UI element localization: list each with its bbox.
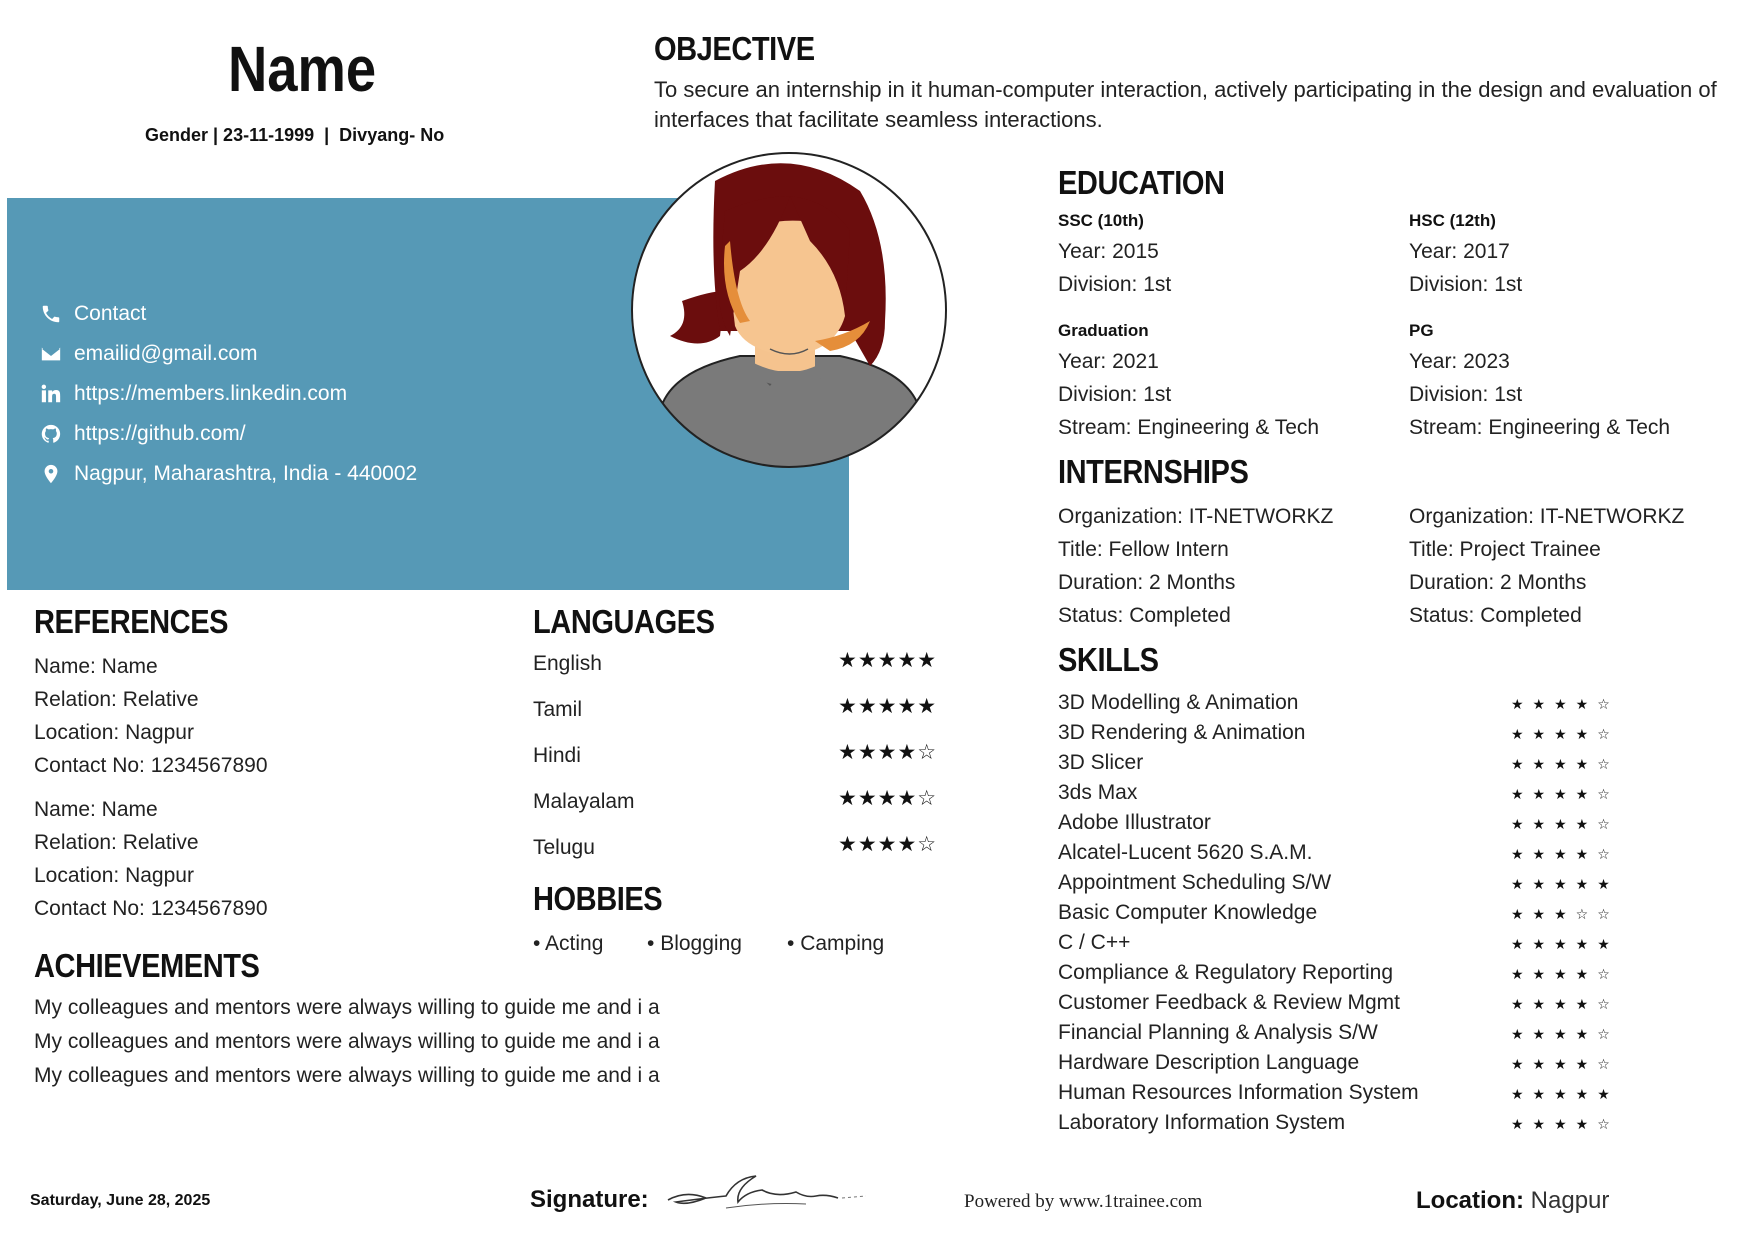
skill-name: Customer Feedback & Review Mgmt [1058,991,1400,1014]
achievements-title: ACHIEVEMENTS [34,947,260,984]
skill-name: Human Resources Information System [1058,1081,1419,1104]
skill-name: Adobe Illustrator [1058,811,1211,834]
contact-item-linkedin[interactable] [40,382,347,406]
language-name: Malayalam [533,790,635,813]
language-rating-stars: ★★★★★ [838,695,938,718]
location-pin-icon [40,463,62,485]
candidate-name: Name [228,33,377,105]
edu-division: Division: 1st [1058,273,1172,296]
references-title: REFERENCES [34,603,229,640]
contact-text: Contact [74,302,147,325]
edu-year: Year: 2017 [1409,240,1510,263]
contact-item-phone [40,302,146,326]
skill-rating-stars: ★★★★☆ [1511,1116,1619,1132]
skill-rating-stars: ★★★★☆ [1511,966,1619,982]
internship-status: Status: Completed [1409,604,1582,627]
edu-year: Year: 2015 [1058,240,1159,263]
skill-name: Appointment Scheduling S/W [1058,871,1332,894]
reference-contact: Contact No: 1234567890 [34,897,268,920]
skill-rating-stars: ★★★★☆ [1511,696,1619,712]
contact-item-github[interactable] [40,422,246,446]
internship-org: Organization: IT-NETWORKZ [1058,505,1334,528]
location-text: Nagpur, Maharashtra, India - 440002 [74,462,418,485]
skill-name: 3D Modelling & Animation [1058,691,1299,714]
email-icon [40,343,62,365]
achievement-item: My colleagues and mentors were always willing to guide me and i a [34,996,660,1019]
skill-rating-stars: ★★★★★ [1511,876,1619,892]
phone-icon [40,303,62,325]
edu-division: Division: 1st [1409,273,1523,296]
skill-name: C / C++ [1058,931,1131,954]
language-rating-stars: ★★★★☆ [838,787,938,810]
skill-name: 3D Rendering & Animation [1058,721,1306,744]
language-name: Tamil [533,698,583,721]
internship-duration: Duration: 2 Months [1409,571,1587,594]
objective-title: OBJECTIVE [654,30,815,67]
skill-rating-stars: ★★★★★ [1511,936,1619,952]
objective-text: To secure an internship in it human-computer interaction, actively participating in the design and evaluation of interfaces that facilitate seamless interactions. [654,77,1717,132]
personal-details: Gender | 23-11-1999 | Divyang- No [145,125,445,145]
languages-title: LANGUAGES [533,603,715,640]
skill-rating-stars: ★★★★☆ [1511,816,1619,832]
skill-rating-stars: ★★★★☆ [1511,1026,1619,1042]
skill-rating-stars: ★★★★★ [1511,1086,1619,1102]
powered-by: Powered by www.1trainee.com [964,1191,1203,1212]
internship-title: Title: Project Trainee [1409,538,1601,561]
edu-stream: Stream: Engineering & Tech [1058,416,1320,439]
footer-location-value: Nagpur [1530,1187,1610,1214]
linkedin-text[interactable]: https://members.linkedin.com [74,382,348,405]
language-name: English [533,652,602,675]
internship-status: Status: Completed [1058,604,1231,627]
footer-location [1416,1187,1609,1215]
reference-contact: Contact No: 1234567890 [34,754,268,777]
footer-location-label: Location: [1416,1187,1524,1214]
education-title: EDUCATION [1058,164,1225,201]
edu-year: Year: 2023 [1409,350,1510,373]
language-rating-stars: ★★★★☆ [838,833,938,856]
skill-rating-stars: ★★★★☆ [1511,726,1619,742]
internship-duration: Duration: 2 Months [1058,571,1236,594]
skill-name: 3ds Max [1058,781,1138,804]
skill-name: Compliance & Regulatory Reporting [1058,961,1394,984]
internship-title: Title: Fellow Intern [1058,538,1229,561]
hobby-item: • Acting [533,932,604,955]
skill-rating-stars: ★★★☆☆ [1511,906,1619,922]
edu-year: Year: 2021 [1058,350,1159,373]
language-rating-stars: ★★★★★ [838,649,938,672]
hobby-item: • Camping [787,932,885,955]
hobbies-title: HOBBIES [533,880,663,917]
skill-name: Basic Computer Knowledge [1058,901,1318,924]
footer-date: Saturday, June 28, 2025 [30,1192,211,1209]
linkedin-icon [40,383,62,405]
profile-avatar [630,151,948,469]
skill-name: Financial Planning & Analysis S/W [1058,1021,1378,1044]
contact-item-location [40,462,417,486]
github-text[interactable]: https://github.com/ [74,422,246,445]
language-name: Hindi [533,744,581,767]
language-name: Telugu [533,836,595,859]
internships-title: INTERNSHIPS [1058,453,1249,490]
skill-rating-stars: ★★★★☆ [1511,996,1619,1012]
edu-level: Graduation [1058,321,1149,340]
skill-rating-stars: ★★★★☆ [1511,846,1619,862]
edu-division: Division: 1st [1409,383,1523,406]
skills-title: SKILLS [1058,641,1159,678]
signature-label: Signature: [530,1186,649,1213]
contact-item-email[interactable] [40,342,258,366]
skill-rating-stars: ★★★★☆ [1511,756,1619,772]
achievement-item: My colleagues and mentors were always willing to guide me and i a [34,1030,660,1053]
email-text[interactable]: emailid@gmail.com [74,342,258,365]
reference-location: Location: Nagpur [34,721,194,744]
hobby-item: • Blogging [647,932,742,955]
skill-name: Laboratory Information System [1058,1111,1346,1134]
skill-name: Alcatel-Lucent 5620 S.A.M. [1058,841,1313,864]
skill-rating-stars: ★★★★☆ [1511,786,1619,802]
language-rating-stars: ★★★★☆ [838,741,938,764]
reference-relation: Relation: Relative [34,831,199,854]
edu-level: SSC (10th) [1058,211,1144,230]
skill-name: 3D Slicer [1058,751,1144,774]
reference-name: Name: Name [34,798,158,821]
skill-rating-stars: ★★★★☆ [1511,1056,1619,1072]
reference-relation: Relation: Relative [34,688,199,711]
edu-level: PG [1409,321,1434,340]
achievement-item: My colleagues and mentors were always willing to guide me and i a [34,1064,660,1087]
edu-stream: Stream: Engineering & Tech [1409,416,1671,439]
edu-division: Division: 1st [1058,383,1172,406]
edu-level: HSC (12th) [1409,211,1496,230]
signature-image [666,1168,866,1224]
internship-org: Organization: IT-NETWORKZ [1409,505,1685,528]
skill-name: Hardware Description Language [1058,1051,1360,1074]
github-icon [40,423,62,445]
reference-name: Name: Name [34,655,158,678]
reference-location: Location: Nagpur [34,864,194,887]
